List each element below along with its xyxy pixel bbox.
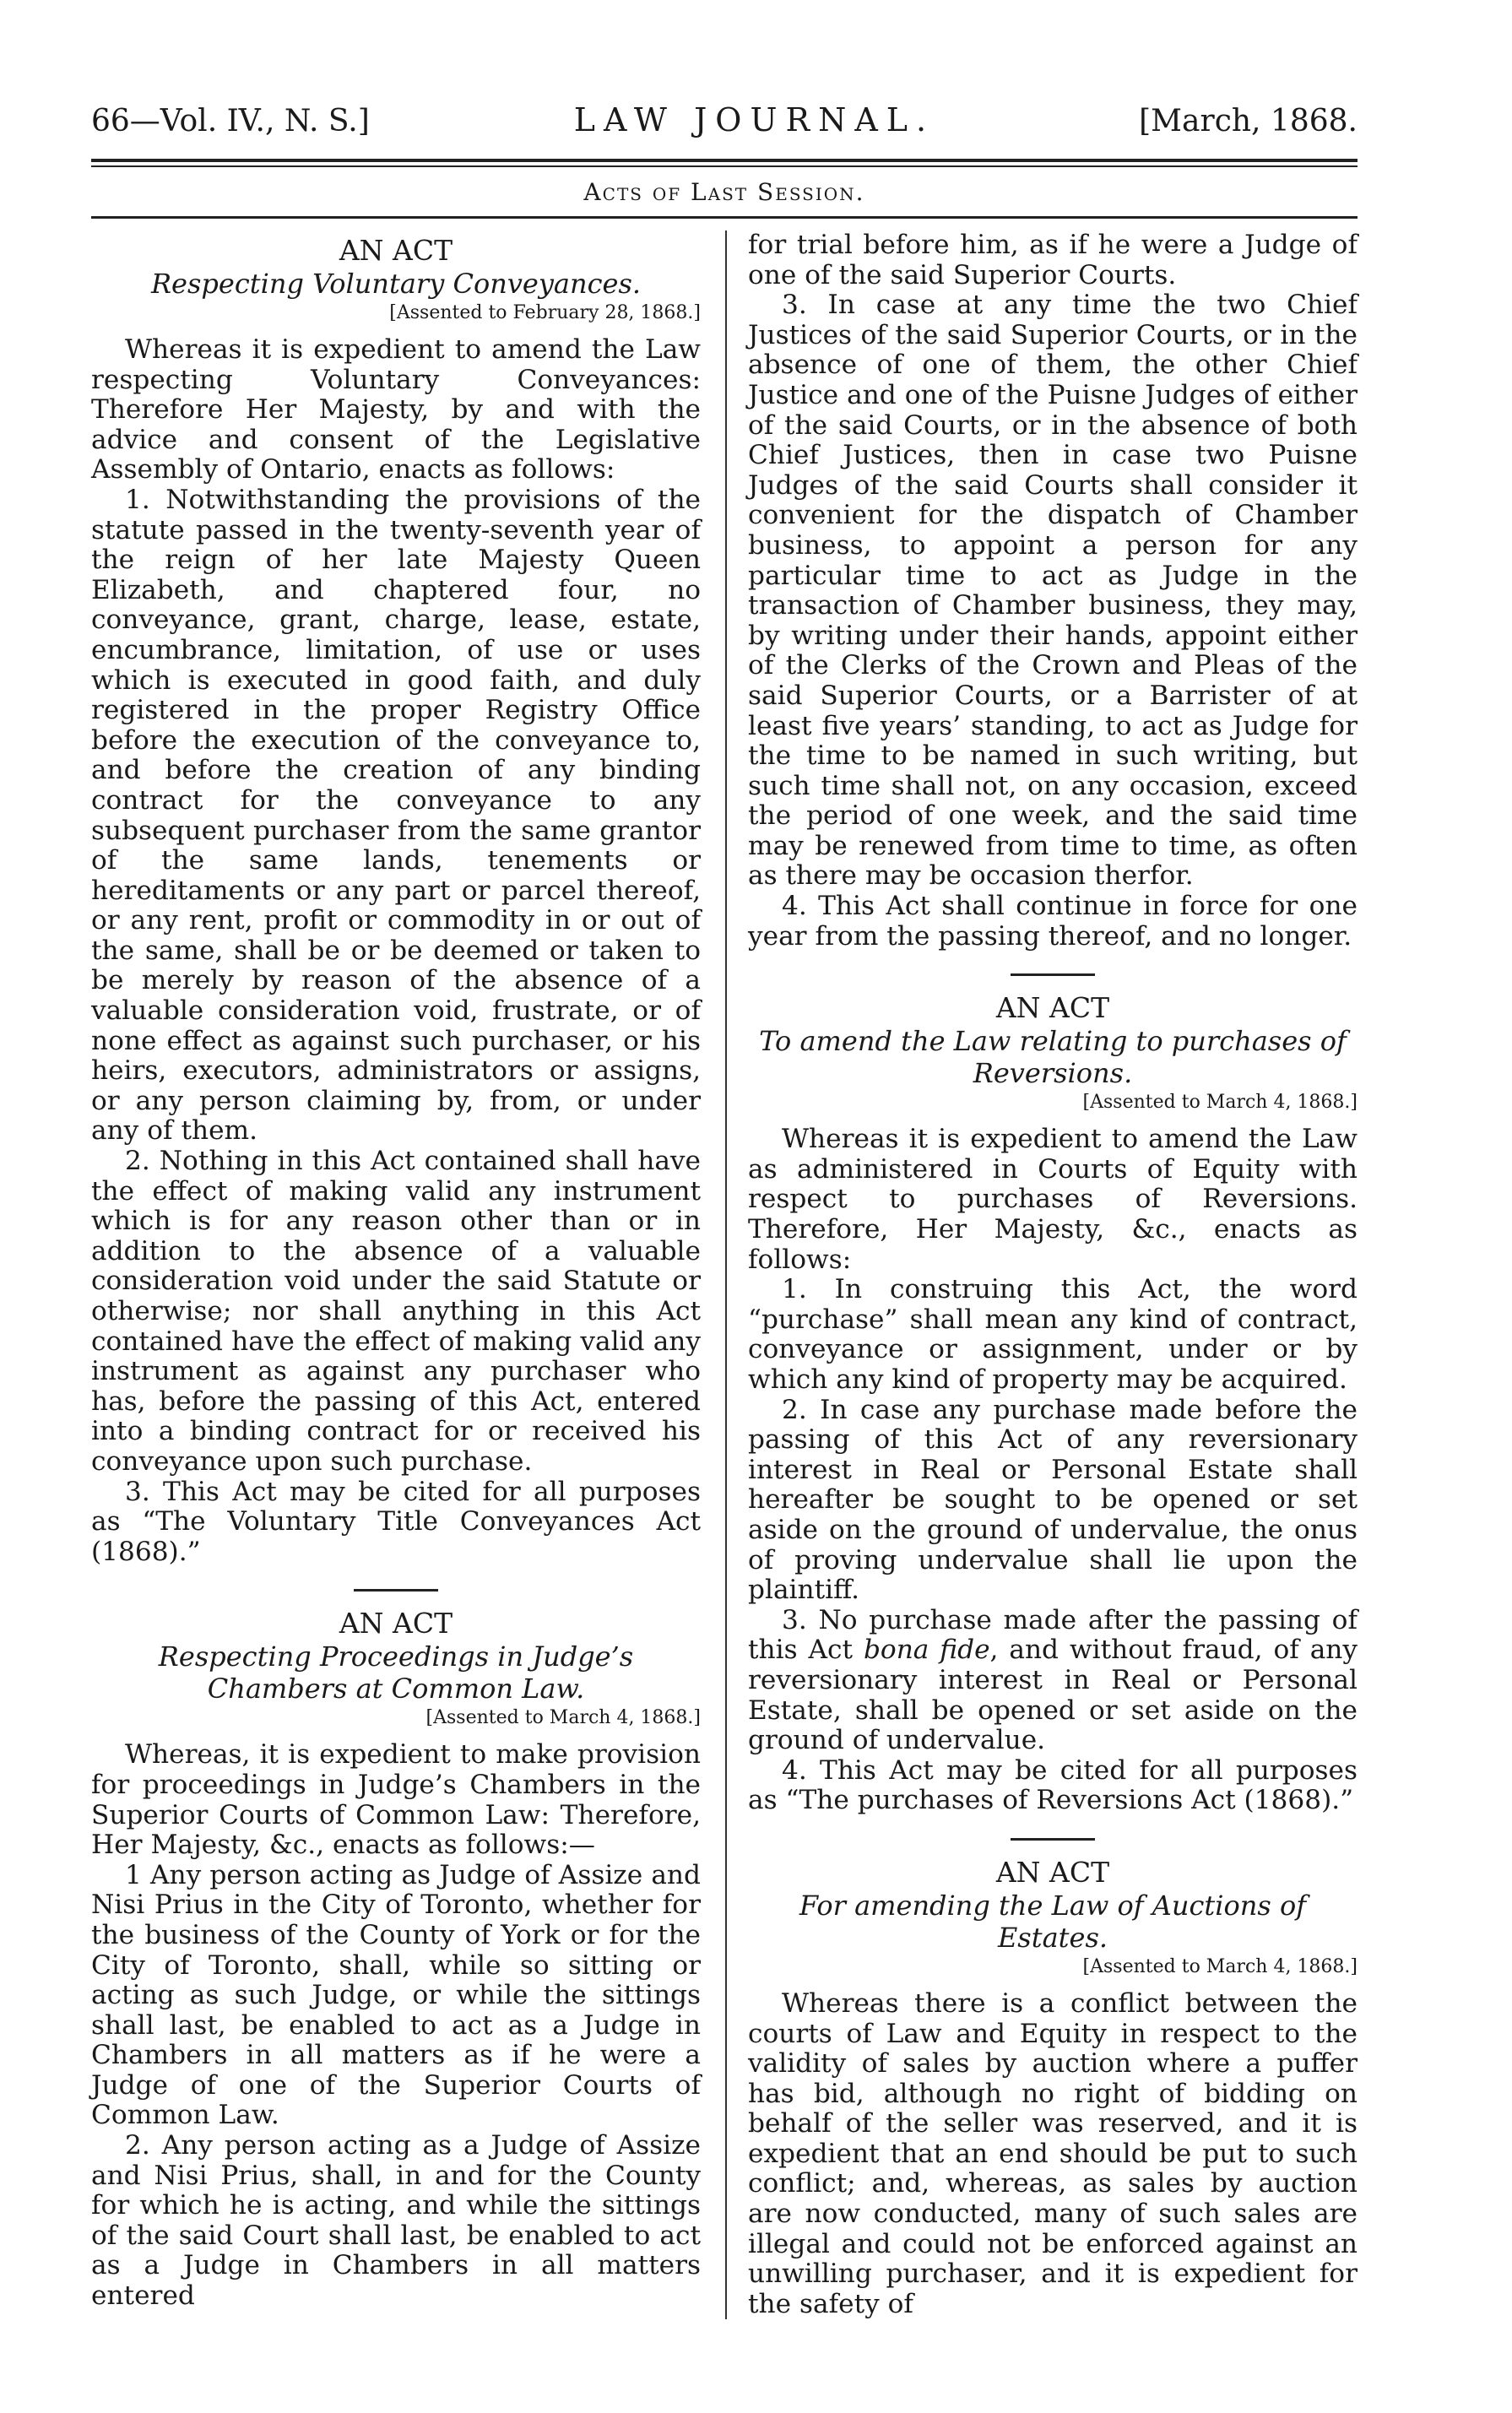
act-title: AN ACT (995, 1855, 1110, 1889)
column-divider (725, 230, 727, 2319)
assent-note: [Assented to March 4, 1868.] (1082, 1092, 1358, 1114)
act-section: 2. Nothing in this Act contained shall have the effect of making valid any instrument which is for any reason other than or in addition to the absence of a valuable consideration void under the said Statute or otherwise; nor shall anything in this Act contained have the effect of making valid any instrument as against any purchaser who has, before the passing of this Act, entered into a binding contract for or received his conveyance upon such purchase. (91, 1146, 701, 1477)
act-section: 1 Any person acting as Judge of Assize and Nisi Prius in the City of Toronto, whether for the business of the County of York or for the City of Toronto, shall, while so sitting or acting as such Judge, or while the sittings shall last, be enabled to act as a Judge in Chambers in all matters as if he were a Judge of one of the Superior Courts of Common Law. (91, 1859, 701, 2131)
assent-note: [Assented to February 28, 1868.] (389, 302, 701, 323)
header-volume: 66—Vol. IV., N. S.] (91, 104, 370, 138)
assent-note: [Assented to March 4, 1868.] (1082, 1955, 1358, 1977)
header-journal-title: LAW JOURNAL. (573, 101, 935, 138)
act-separator (354, 1589, 438, 1591)
act-subtitle: Respecting Proceedings in Judge’s Chambers at Common Law. (158, 1640, 634, 1705)
columns (91, 230, 1358, 2319)
act-section: 1. Notwithstanding the provisions of the statute passed in the twenty-seventh year of the reign of her late Majesty Queen Elizabeth, and chaptered four, no conveyance, grant, charge, lease, estate, encumbrance, limitation, of use or uses which is executed in good faith, and duly registered in the proper Registry Office before the execution of the conveyance to, and before the creation of any binding contract for the conveyance to any subsequent purchaser from the same grantor of the same lands, tenements or hereditaments or any part or parcel thereof, or any rent, profit or commodity in or out of the same, shall be or be deemed or taken to be merely by reason of the absence of a valuable consideration void, frustrate, or of none effect as against such purchaser, or his heirs, executors, administrators or assigns, or any person claiming by, from, or under any of them. (91, 484, 701, 1147)
act-preamble: Whereas there is a conflict between the courts of Law and Equity in respect to the validity of sales by auction where a puffer has bid, although no right of bidding on behalf of the seller was reserved, and it is expedient that an end should be put to such conflict; and, whereas, as sales by auction are now conducted, many of such sales are illegal and could not be enforced against an unwilling purchaser, and it is expedient for the safety of (748, 1987, 1358, 2319)
act-section: 4. This Act may be cited for all purposes as “The purchases of Reversions Act (1868).” (748, 1754, 1358, 1816)
act-subtitle: Respecting Voluntary Conveyances. (150, 268, 642, 300)
act-separator (1011, 973, 1095, 976)
act-subtitle: For amending the Law of Auctions of Estates. (799, 1889, 1307, 1954)
running-head (91, 101, 1358, 140)
act-preamble: Whereas it is expedient to amend the Law respecting Voluntary Conveyances: Therefore Her Majesty, by and with the advice and consent of the Legislative Assembly of Ontario, enacts as follows: (91, 334, 701, 485)
header-rule-thin (91, 165, 1358, 167)
act-section: 2. In case any purchase made before the passing of this Act of any reversionary interest in Real or Personal Estate shall hereafter be sought to be opened or set aside on the ground of undervalue, the onus of proving undervalue shall lie upon the plaintiff. (748, 1394, 1358, 1606)
act-title: AN ACT (339, 1607, 453, 1640)
act-section: 4. This Act shall continue in force for one year from the passing thereof, and no longer. (748, 891, 1358, 952)
act-preamble: Whereas it is expedient to amend the Law as administered in Courts of Equity with respect to purchases of Reversions. Therefore, Her Majesty, &c., enacts as follows: (748, 1124, 1358, 1275)
header-rule-thick (91, 159, 1358, 162)
header-date: [March, 1868. (1139, 104, 1358, 138)
act-separator (1011, 1838, 1095, 1841)
act-preamble: Whereas, it is expedient to make provision for proceedings in Judge’s Chambers in the Superior Courts of Common Law: Therefore, Her Majesty, &c., enacts as follows:— (91, 1739, 701, 1861)
act-subtitle: To amend the Law relating to purchases of Reversions. (759, 1025, 1347, 1090)
act-section: 3. This Act may be cited for all purposes as “The Voluntary Title Conveyances Act (1868).” (91, 1476, 701, 1567)
act-title: AN ACT (995, 991, 1110, 1025)
section-rule (91, 216, 1358, 219)
act-section: 3. No purchase made after the passing of this Act bona fide, and without fraud, of any reversionary interest in Real or Personal Estate, shall be opened or set aside on the ground of undervalue. (748, 1604, 1358, 1756)
left-column (91, 230, 701, 2319)
act-continuation: for trial before him, as if he were a Judge of one of the said Superior Courts. (748, 230, 1358, 290)
right-column (748, 230, 1358, 2319)
latin-term: bona fide (863, 1635, 990, 1666)
act-section: 1. In construing this Act, the word “purchase” shall mean any kind of contract, conveyance or assignment, under or by which any kind of property may be acquired. (748, 1274, 1358, 1395)
assent-note: [Assented to March 4, 1868.] (425, 1707, 701, 1729)
act-section: 2. Any person acting as a Judge of Assize and Nisi Prius, shall, in and for the County for which he is acting, and while the sittings of the said Court shall last, be enabled to act as a Judge in Chambers in all matters entered (91, 2130, 701, 2312)
act-title: AN ACT (339, 234, 453, 267)
page (91, 101, 1358, 2319)
section-title: Acts of Last Session. (583, 178, 865, 206)
act-section: 3. In case at any time the two Chief Justices of the said Superior Courts, or in the absence of one of them, the other Chief Justice and one of the Puisne Judges of either of the said Courts, or in the absence of both Chief Justices, then in case two Puisne Judges of the said Courts shall consider it convenient for the dispatch of Chamber business, to appoint a person for any particular time to act as Judge in the transaction of Chamber business, they may, by writing under their hands, appoint either of the Clerks of the Crown and Pleas of the said Superior Courts, or a Barrister of at least five years’ standing, to act as Judge for the time to be named in such writing, but such time shall not, on any occasion, exceed the period of one week, and the said time may be renewed from time to time, as often as there may be occasion therfor. (748, 290, 1358, 892)
